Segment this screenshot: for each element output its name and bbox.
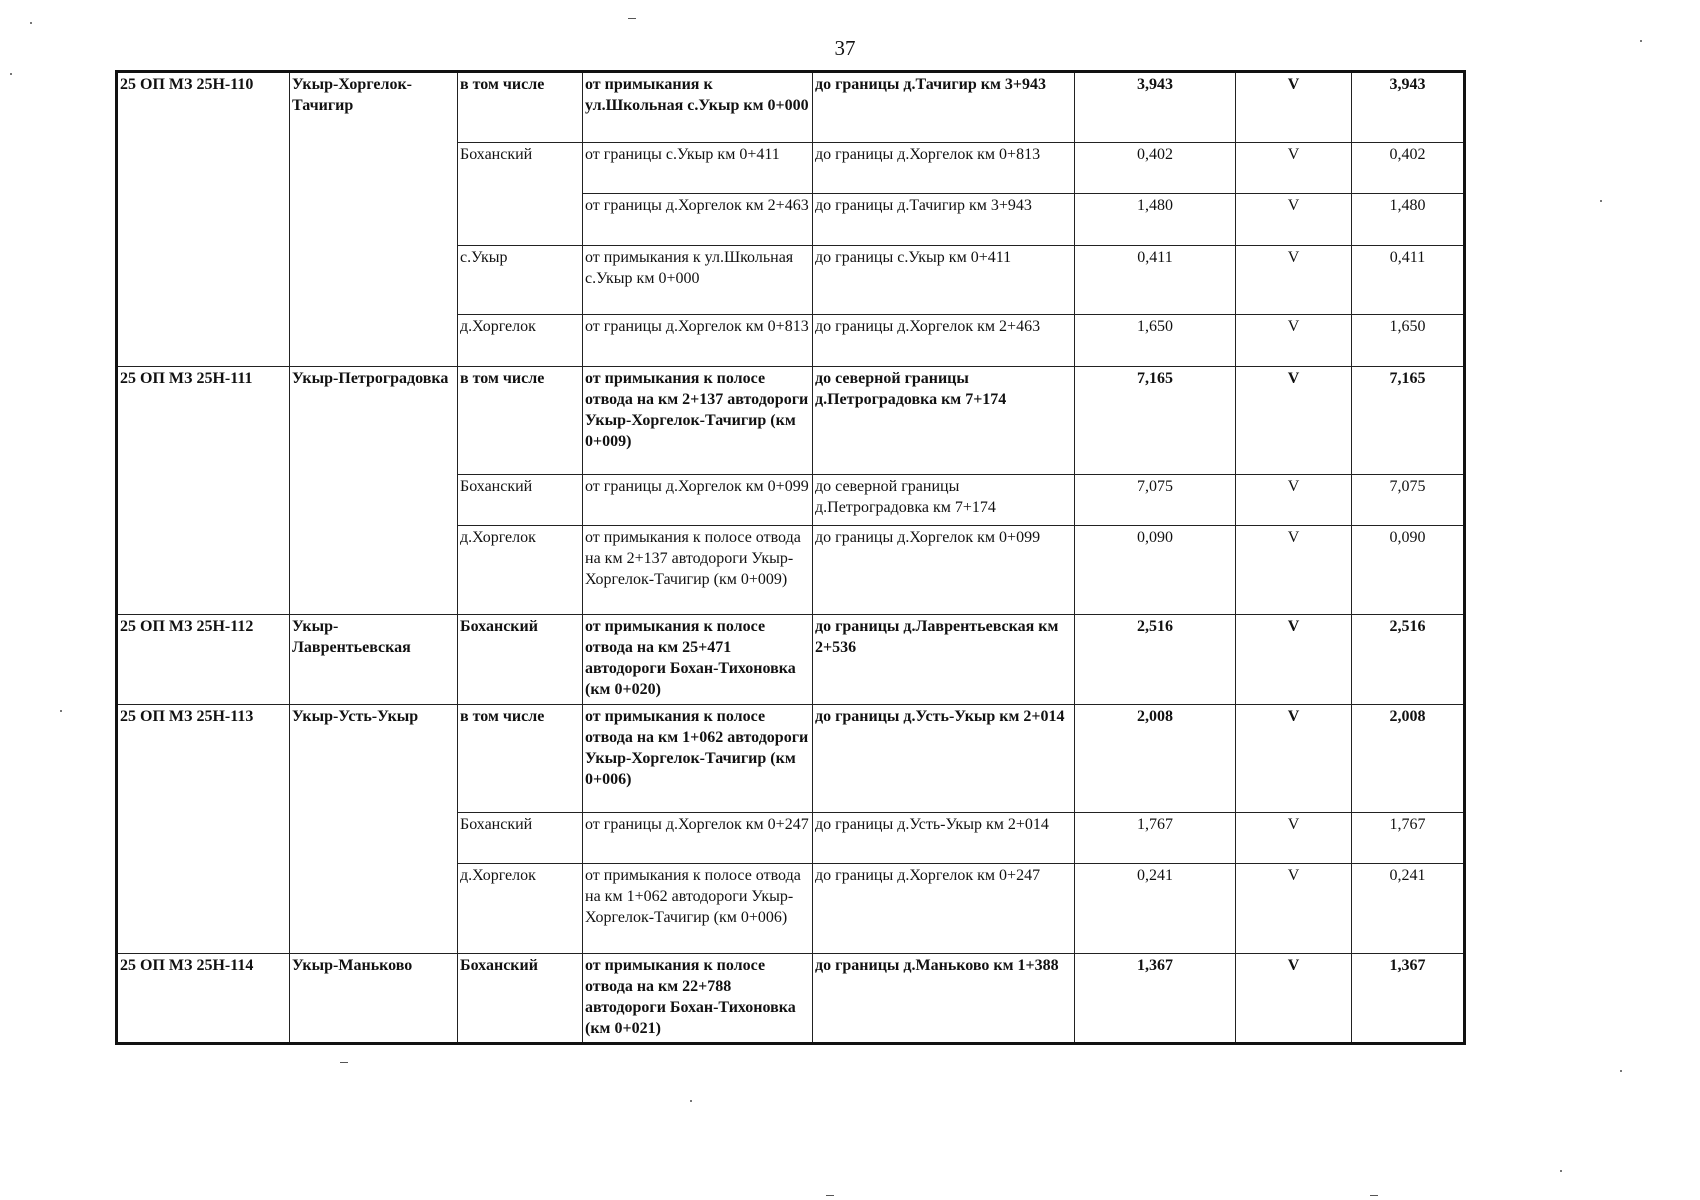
end-point-cell: до границы с.Укыр км 0+411 [813, 246, 1075, 315]
scan-speck [1600, 200, 1602, 202]
district-cell: Боханский [458, 475, 583, 526]
length-cell: 0,411 [1075, 246, 1236, 315]
district-cell: в том числе [458, 72, 583, 143]
district-cell: в том числе [458, 705, 583, 813]
end-point-cell: до границы д.Хоргелок км 0+099 [813, 526, 1075, 615]
road-name-cell: Укыр-Усть-Укыр [290, 705, 458, 954]
page-number: 37 [834, 36, 856, 60]
end-point-cell: до границы д.Лаврентьевская км 2+536 [813, 615, 1075, 705]
total-length-cell: 7,165 [1352, 367, 1465, 475]
end-point-cell: до границы д.Тачигир км 3+943 [813, 72, 1075, 143]
length-cell: 1,480 [1075, 194, 1236, 246]
scan-speck [10, 73, 12, 75]
scan-speck [1620, 1070, 1622, 1072]
total-length-cell: 0,241 [1352, 864, 1465, 954]
start-point-cell: от границы д.Хоргелок км 0+813 [583, 315, 813, 367]
length-cell: 1,767 [1075, 813, 1236, 864]
scan-speck [1370, 1195, 1378, 1196]
road-code-cell: 25 ОП МЗ 25Н-111 [117, 367, 290, 615]
table-row [117, 72, 1465, 143]
length-cell: 1,367 [1075, 954, 1236, 1044]
table-row [117, 705, 1465, 813]
total-length-cell: 1,480 [1352, 194, 1465, 246]
start-point-cell: от примыкания к полосе отвода на км 2+137 автодороги Укыр-Хоргелок-Тачигир (км 0+009) [583, 367, 813, 475]
road-code-cell: 25 ОП МЗ 25Н-114 [117, 954, 290, 1044]
total-length-cell: 0,090 [1352, 526, 1465, 615]
scan-speck [826, 1195, 834, 1196]
end-point-cell: до границы д.Хоргелок км 2+463 [813, 315, 1075, 367]
category-cell: V [1236, 475, 1352, 526]
end-point-cell: до границы д.Усть-Укыр км 2+014 [813, 705, 1075, 813]
table-row [117, 615, 1465, 705]
length-cell: 3,943 [1075, 72, 1236, 143]
start-point-cell: от границы д.Хоргелок км 0+099 [583, 475, 813, 526]
road-code-cell: 25 ОП МЗ 25Н-112 [117, 615, 290, 705]
total-length-cell: 1,650 [1352, 315, 1465, 367]
start-point-cell: от границы д.Хоргелок км 2+463 [583, 194, 813, 246]
category-cell: V [1236, 315, 1352, 367]
table-row [117, 954, 1465, 1044]
district-cell: в том числе [458, 367, 583, 475]
total-length-cell: 2,516 [1352, 615, 1465, 705]
road-code-cell: 25 ОП МЗ 25Н-113 [117, 705, 290, 954]
district-cell: Боханский [458, 954, 583, 1044]
category-cell: V [1236, 143, 1352, 194]
scan-speck [628, 18, 636, 19]
start-point-cell: от примыкания к ул.Школьная с.Укыр км 0+000 [583, 72, 813, 143]
start-point-cell: от границы с.Укыр км 0+411 [583, 143, 813, 194]
length-cell: 2,008 [1075, 705, 1236, 813]
scan-speck [1560, 1170, 1562, 1172]
district-cell: с.Укыр [458, 246, 583, 315]
start-point-cell: от примыкания к ул.Школьная с.Укыр км 0+000 [583, 246, 813, 315]
road-name-cell: Укыр-Лаврентьевская [290, 615, 458, 705]
category-cell: V [1236, 813, 1352, 864]
end-point-cell: до границы д.Хоргелок км 0+813 [813, 143, 1075, 194]
district-cell: д.Хоргелок [458, 864, 583, 954]
length-cell: 7,075 [1075, 475, 1236, 526]
total-length-cell: 1,767 [1352, 813, 1465, 864]
scan-speck [340, 1062, 348, 1063]
length-cell: 2,516 [1075, 615, 1236, 705]
road-code-cell: 25 ОП МЗ 25Н-110 [117, 72, 290, 367]
total-length-cell: 2,008 [1352, 705, 1465, 813]
length-cell: 0,090 [1075, 526, 1236, 615]
district-cell: д.Хоргелок [458, 315, 583, 367]
district-cell: д.Хоргелок [458, 526, 583, 615]
category-cell: V [1236, 615, 1352, 705]
road-name-cell: Укыр-Маньково [290, 954, 458, 1044]
total-length-cell: 7,075 [1352, 475, 1465, 526]
category-cell: V [1236, 246, 1352, 315]
length-cell: 7,165 [1075, 367, 1236, 475]
road-name-cell: Укыр-Петроградовка [290, 367, 458, 615]
end-point-cell: до границы д.Тачигир км 3+943 [813, 194, 1075, 246]
total-length-cell: 0,402 [1352, 143, 1465, 194]
district-cell: Боханский [458, 813, 583, 864]
road-name-cell: Укыр-Хоргелок-Тачигир [290, 72, 458, 367]
scan-speck [30, 22, 32, 24]
length-cell: 1,650 [1075, 315, 1236, 367]
end-point-cell: до границы д.Усть-Укыр км 2+014 [813, 813, 1075, 864]
category-cell: V [1236, 194, 1352, 246]
category-cell: V [1236, 864, 1352, 954]
start-point-cell: от примыкания к полосе отвода на км 1+062 автодороги Укыр-Хоргелок-Тачигир (км 0+006) [583, 864, 813, 954]
roads-table [115, 70, 1466, 1045]
scan-speck [60, 710, 62, 712]
district-cell: Боханский [458, 143, 583, 246]
end-point-cell: до северной границы д.Петроградовка км 7+174 [813, 475, 1075, 526]
length-cell: 0,402 [1075, 143, 1236, 194]
start-point-cell: от примыкания к полосе отвода на км 25+471 автодороги Бохан-Тихоновка (км 0+020) [583, 615, 813, 705]
end-point-cell: до северной границы д.Петроградовка км 7+174 [813, 367, 1075, 475]
table-row [117, 367, 1465, 475]
scan-speck [1640, 40, 1642, 42]
total-length-cell: 3,943 [1352, 72, 1465, 143]
category-cell: V [1236, 72, 1352, 143]
category-cell: V [1236, 954, 1352, 1044]
category-cell: V [1236, 367, 1352, 475]
start-point-cell: от примыкания к полосе отвода на км 2+137 автодороги Укыр-Хоргелок-Тачигир (км 0+009) [583, 526, 813, 615]
total-length-cell: 0,411 [1352, 246, 1465, 315]
category-cell: V [1236, 705, 1352, 813]
start-point-cell: от примыкания к полосе отвода на км 1+062 автодороги Укыр-Хоргелок-Тачигир (км 0+006) [583, 705, 813, 813]
category-cell: V [1236, 526, 1352, 615]
total-length-cell: 1,367 [1352, 954, 1465, 1044]
length-cell: 0,241 [1075, 864, 1236, 954]
start-point-cell: от границы д.Хоргелок км 0+247 [583, 813, 813, 864]
scan-speck [690, 1100, 692, 1102]
start-point-cell: от примыкания к полосе отвода на км 22+788 автодороги Бохан-Тихоновка (км 0+021) [583, 954, 813, 1044]
district-cell: Боханский [458, 615, 583, 705]
end-point-cell: до границы д.Хоргелок км 0+247 [813, 864, 1075, 954]
end-point-cell: до границы д.Маньково км 1+388 [813, 954, 1075, 1044]
